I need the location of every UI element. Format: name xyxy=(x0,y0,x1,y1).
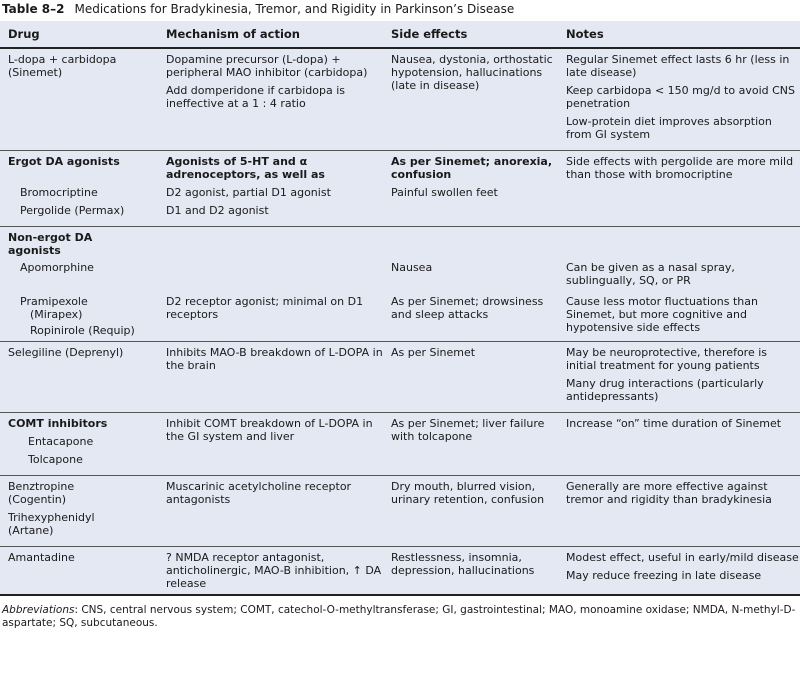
drug-class: Non-ergot DA agonists xyxy=(8,231,93,257)
table-row-ergot xyxy=(0,151,800,227)
side-effects-text: Restlessness, insomnia, depression, hallucinations xyxy=(391,551,535,577)
mechanism-text: Add domperidone if carbidopa is ineffective at a 1 : 4 ratio xyxy=(166,84,345,110)
mechanism-text: Inhibit COMT breakdown of L-DOPA in the GI system and liver xyxy=(166,417,373,443)
header-notes: Notes xyxy=(558,21,800,48)
notes-text: Can be given as a nasal spray, sublingually, SQ, or PR xyxy=(566,261,735,287)
table-row-ldopa xyxy=(0,48,800,151)
table-title xyxy=(2,2,514,16)
drug-class: Ergot DA agonists xyxy=(8,155,120,168)
drug-name: Trihexyphenidyl (Artane) xyxy=(8,511,95,537)
header-row xyxy=(0,21,800,48)
table-number: Table 8–2 xyxy=(2,2,65,16)
mechanism-text: ? NMDA receptor antagonist, anticholinergic, MAO-B inhibition, ↑ DA release xyxy=(166,551,382,590)
notes-text: May reduce freezing in late disease xyxy=(566,569,762,582)
drug-name: Ropinirole (Requip) xyxy=(30,324,135,337)
mechanism-text: Muscarinic acetylcholine receptor antagonists xyxy=(166,480,352,506)
mechanism-text: D1 and D2 agonist xyxy=(166,204,269,217)
table-row-selegiline xyxy=(0,342,800,413)
table-row-apomorphine xyxy=(0,257,800,291)
notes-text: Increase “on” time duration of Sinemet xyxy=(566,417,782,430)
footnote xyxy=(2,604,798,630)
drug-name: Apomorphine xyxy=(20,261,94,274)
drug-name: Entacapone xyxy=(28,435,94,448)
mechanism-text: Agonists of 5-HT and α adrenoceptors, as well as xyxy=(166,155,325,181)
notes-text: Modest effect, useful in early/mild disease xyxy=(566,551,799,564)
drug-name: Benztropine (Cogentin) xyxy=(8,480,75,506)
notes-text: Cause less motor fluctuations than Sinemet, but more cognitive and hypotensive side effects xyxy=(566,295,758,334)
drug-brand: (Sinemet) xyxy=(8,66,63,79)
side-effects-text: As per Sinemet; liver failure with tolcapone xyxy=(391,417,545,443)
notes-text: Many drug interactions (particularly antidepressants) xyxy=(566,377,764,403)
footnote-label: Abbreviations xyxy=(2,604,75,616)
table-row-comt xyxy=(0,413,800,476)
side-effects-text: As per Sinemet; anorexia, confusion xyxy=(391,155,553,181)
side-effects-text: As per Sinemet; drowsiness and sleep attacks xyxy=(391,295,544,321)
side-effects-text: Dry mouth, blurred vision, urinary retention, confusion xyxy=(391,480,545,506)
notes-text: May be neuroprotective, therefore is initial treatment for young patients xyxy=(566,346,768,372)
header-mechanism: Mechanism of action xyxy=(158,21,383,48)
drug-class: COMT inhibitors xyxy=(8,417,108,430)
mechanism-text: D2 agonist, partial D1 agonist xyxy=(166,186,331,199)
table-caption: Medications for Bradykinesia, Tremor, and Rigidity in Parkinson’s Disease xyxy=(74,2,515,16)
side-effects-text: Nausea, dystonia, orthostatic hypotension, hallucinations (late in disease) xyxy=(391,53,553,92)
drug-name: Selegiline (Deprenyl) xyxy=(8,346,124,359)
footnote-text: : CNS, central nervous system; COMT, catechol-O-methyltransferase; GI, gastrointestinal; MAO, monoamine oxidase; NMDA, N-methyl-D-aspartate; SQ, subcutaneous. xyxy=(2,604,796,629)
drug-name: Amantadine xyxy=(8,551,75,564)
drug-name: Pergolide (Permax) xyxy=(20,204,125,217)
drug-name: Tolcapone xyxy=(28,453,83,466)
mechanism-text: Dopamine precursor (L-dopa) + peripheral MAO inhibitor (carbidopa) xyxy=(166,53,368,79)
header-side-effects: Side effects xyxy=(383,21,558,48)
notes-text: Keep carbidopa < 150 mg/d to avoid CNS penetration xyxy=(566,84,795,110)
mechanism-text: Inhibits MAO-B breakdown of L-DOPA in the brain xyxy=(166,346,383,372)
notes-text: Regular Sinemet effect lasts 6 hr (less in late disease) xyxy=(566,53,790,79)
notes-text: Low-protein diet improves absorption from GI system xyxy=(566,115,772,141)
notes-text: Generally are more effective against tremor and rigidity than bradykinesia xyxy=(566,480,772,506)
drug-name: Pramipexole xyxy=(20,295,88,308)
drug-brand: (Mirapex) xyxy=(30,308,83,321)
table-row-pramipexole xyxy=(0,291,800,342)
drug-name: L-dopa + carbidopa xyxy=(8,53,117,66)
notes-text: Side effects with pergolide are more mild than those with bromocriptine xyxy=(566,155,794,181)
side-effects-text: Painful swollen feet xyxy=(391,186,498,199)
table-row-anticholinergic xyxy=(0,476,800,547)
table-row-nonergot xyxy=(0,227,800,258)
table-row-amantadine xyxy=(0,547,800,596)
medications-table xyxy=(0,21,800,596)
header-drug: Drug xyxy=(0,21,158,48)
mechanism-text: D2 receptor agonist; minimal on D1 receptors xyxy=(166,295,364,321)
side-effects-text: As per Sinemet xyxy=(391,346,476,359)
drug-name: Bromocriptine xyxy=(20,186,98,199)
side-effects-text: Nausea xyxy=(391,261,433,274)
